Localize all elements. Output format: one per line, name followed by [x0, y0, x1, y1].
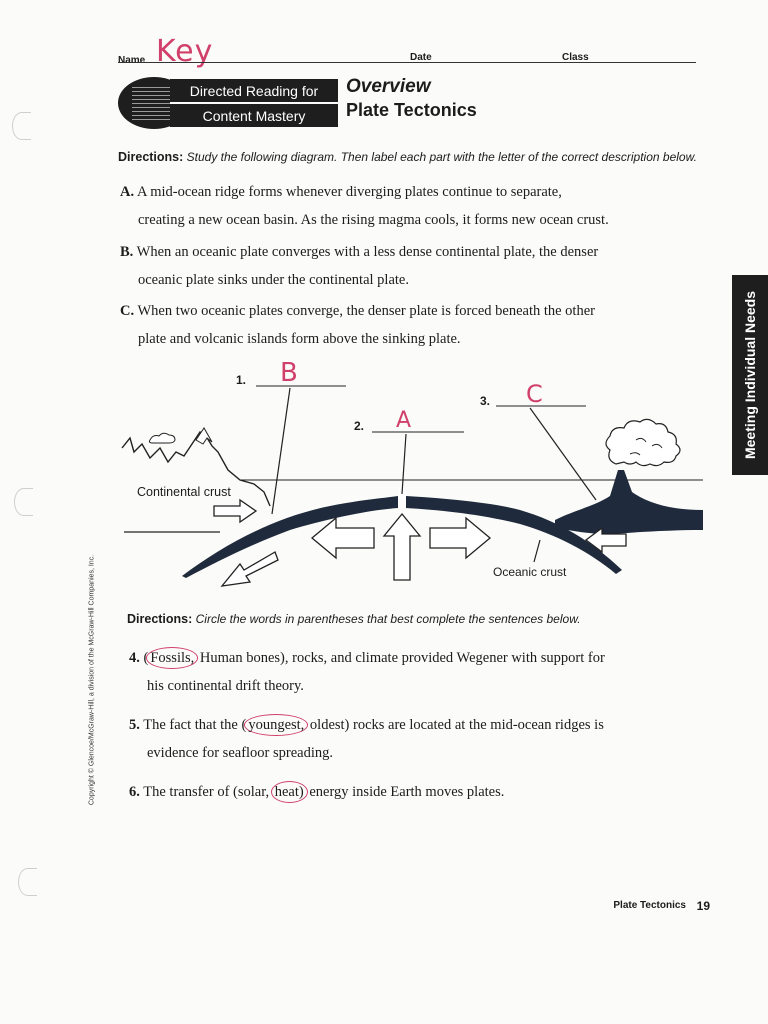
question-5 — [129, 711, 699, 767]
q4-number: 4. — [129, 650, 140, 666]
item-c-line2: plate and volcanic islands form above the sinking plate. — [138, 331, 461, 347]
q4-open-paren: ( — [143, 650, 149, 666]
banner-line2: Content Mastery — [202, 107, 306, 124]
directions-2 — [127, 612, 581, 626]
volcano-smoke — [606, 419, 680, 465]
q5-line2: evidence for seafloor spreading. — [147, 745, 334, 761]
oceanic-crust-leader — [534, 540, 540, 562]
side-tab-label: Meeting Individual Needs — [742, 290, 758, 460]
q6-pre: The transfer of (solar, — [143, 784, 273, 800]
arrow-diverge-right — [430, 518, 490, 558]
class-label: Class — [562, 52, 589, 63]
overview-title: Overview — [346, 76, 431, 97]
q5-line1: oldest) rocks are located at the mid-ocean ridges is — [306, 717, 604, 733]
directions-2-text: Circle the words in parentheses that best complete the sentences below. — [195, 612, 581, 626]
item-b-line1: When an oceanic plate converges with a less dense continental plate, the denser — [136, 244, 599, 260]
label-1-answer: B — [280, 358, 298, 388]
directions-1-label: Directions: — [118, 150, 184, 164]
q6-number: 6. — [129, 784, 140, 800]
label-1-number: 1. — [236, 373, 247, 387]
q6-line1: energy inside Earth moves plates. — [305, 784, 505, 800]
arrow-continent-right — [214, 500, 256, 522]
arrow-diverge-left — [312, 518, 374, 558]
page-title: Plate Tectonics — [346, 100, 477, 120]
oceanic-crust-label: Oceanic crust — [493, 565, 567, 579]
label-1-leader — [272, 388, 290, 514]
q6-circled-answer: heat) — [271, 781, 308, 803]
item-c-line1: When two oceanic plates converge, the denser plate is forced beneath the other — [137, 303, 595, 319]
label-2-leader — [402, 434, 406, 494]
item-b-letter: B. — [120, 244, 134, 260]
label-3-leader — [530, 408, 596, 500]
label-2-answer: A — [396, 408, 412, 433]
q4-circled-answer: Fossils, — [146, 647, 198, 669]
name-label: Name — [118, 55, 146, 66]
page-number: 19 — [696, 899, 710, 913]
continental-crust-label: Continental crust — [137, 485, 231, 499]
item-a-line1: A mid-ocean ridge forms whenever diverging plates continue to separate, — [136, 184, 562, 200]
q4-line1: Human bones), rocks, and climate provided Wegener with support for — [196, 650, 605, 666]
directions-1-text: Study the following diagram. Then label each part with the letter of the correct description below. — [186, 150, 697, 164]
label-3-answer: C — [526, 380, 543, 408]
q5-circled-answer: youngest, — [244, 714, 308, 736]
item-b-line2: oceanic plate sinks under the continental plate. — [138, 272, 409, 288]
date-label: Date — [410, 52, 432, 63]
q5-pre: The fact that the ( — [143, 717, 247, 733]
arrow-sink-down — [222, 552, 278, 586]
item-c-letter: C. — [120, 303, 135, 319]
q4-line2: his continental drift theory. — [147, 678, 304, 694]
question-6 — [129, 778, 699, 806]
directions-2-label: Directions: — [127, 612, 193, 626]
q5-number: 5. — [129, 717, 140, 733]
arrow-rising-magma — [384, 514, 420, 580]
banner-line1: Directed Reading for — [189, 82, 319, 99]
question-4 — [129, 644, 699, 700]
copyright-text: Copyright © Glencoe/McGraw-Hill, a division of the McGraw-Hill Companies, Inc. — [88, 554, 96, 806]
item-a-line2: creating a new ocean basin. As the rising magma cools, it forms new ocean crust. — [138, 212, 609, 228]
label-3-number: 3. — [480, 394, 491, 408]
name-value: Key — [156, 34, 214, 69]
small-cloud — [149, 433, 175, 443]
footer-title: Plate Tectonics — [613, 900, 686, 911]
label-2-number: 2. — [354, 419, 365, 433]
item-a-letter: A. — [120, 184, 135, 200]
